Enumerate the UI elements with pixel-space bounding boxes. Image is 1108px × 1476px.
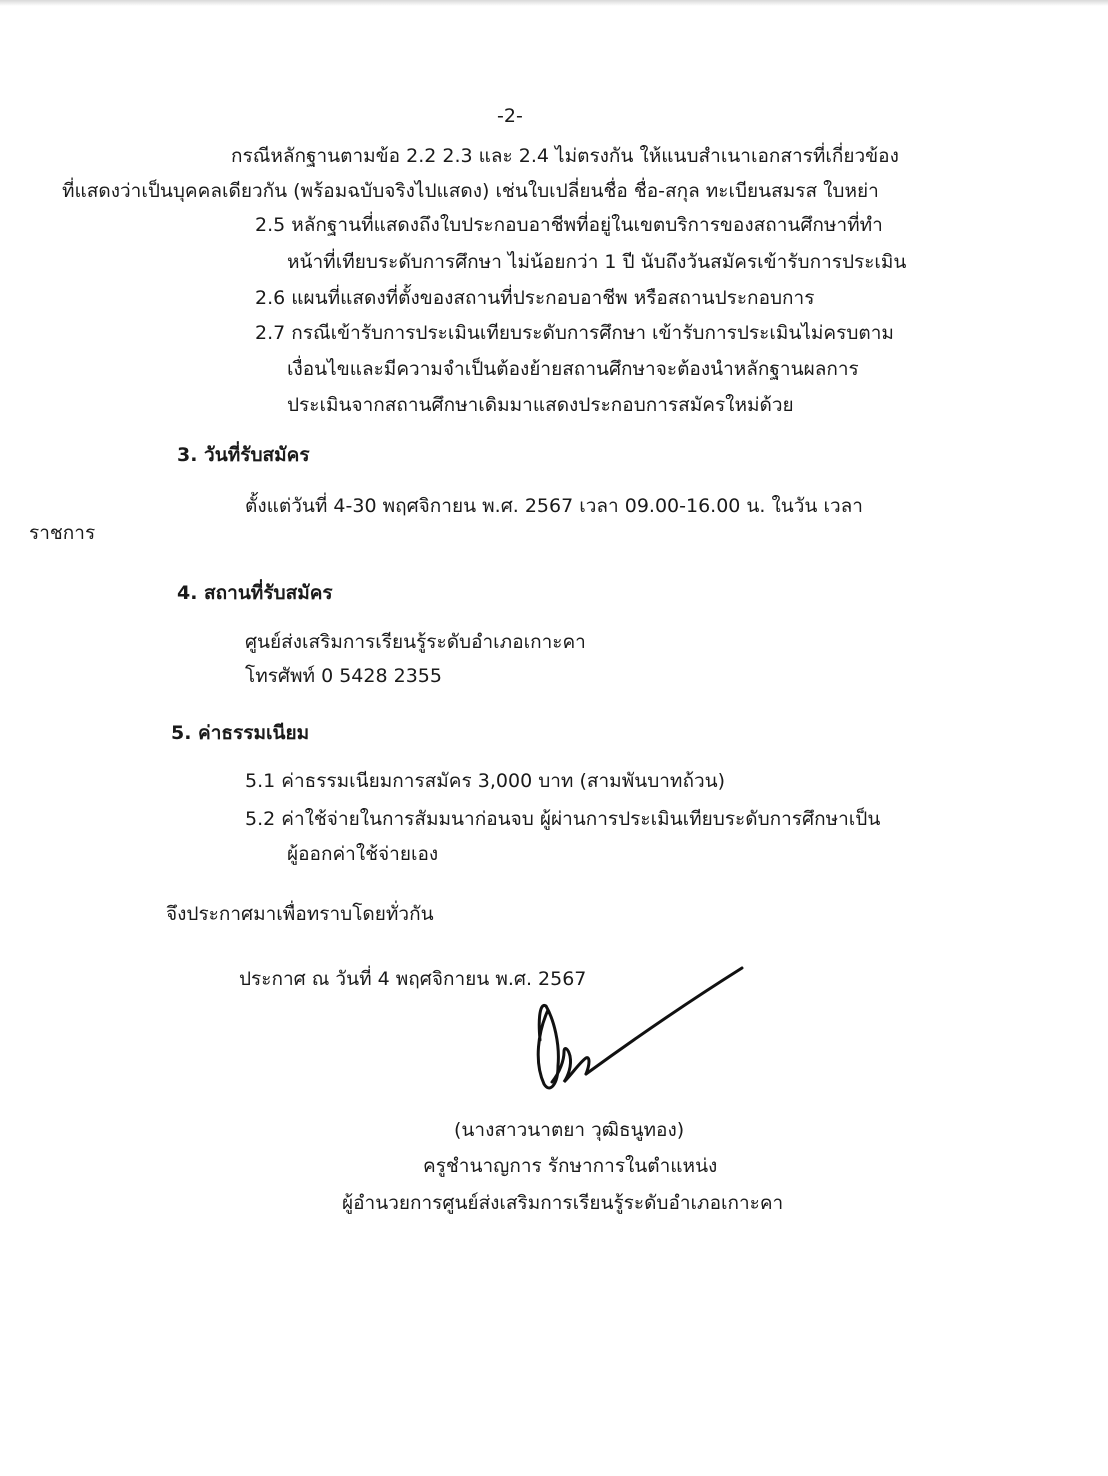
section-4-heading: 4. สถานที่รับสมัคร bbox=[177, 582, 333, 604]
item-2-7-line-1: 2.7 กรณีเข้ารับการประเมินเทียบระดับการศึกษา เข้ารับการประเมินไม่ครบตาม bbox=[255, 322, 894, 344]
item-2-6-line-1: 2.6 แผนที่แสดงที่ตั้งของสถานที่ประกอบอาชีพ หรือสถานประกอบการ bbox=[255, 287, 815, 309]
page-number: -2- bbox=[497, 105, 523, 127]
section-4-phone: โทรศัพท์ 0 5428 2355 bbox=[245, 665, 442, 687]
scan-top-edge bbox=[0, 0, 1108, 6]
closing-statement: จึงประกาศมาเพื่อทราบโดยทั่วกัน bbox=[166, 903, 434, 925]
item-2-7-line-2: เงื่อนไขและมีความจำเป็นต้องย้ายสถานศึกษาจะต้องนำหลักฐานผลการ bbox=[287, 358, 859, 380]
section-5-heading: 5. ค่าธรรมเนียม bbox=[171, 722, 310, 744]
intro-line-1: กรณีหลักฐานตามข้อ 2.2 2.3 และ 2.4 ไม่ตรงกัน ให้แนบสำเนาเอกสารที่เกี่ยวข้อง bbox=[231, 145, 899, 167]
section-5-item-2-line-2: ผู้ออกค่าใช้จ่ายเอง bbox=[287, 843, 439, 865]
signatory-position-1: ครูชำนาญการ รักษาการในตำแหน่ง bbox=[423, 1155, 718, 1177]
section-5-item-1: 5.1 ค่าธรรมเนียมการสมัคร 3,000 บาท (สามพันบาทถ้วน) bbox=[245, 770, 726, 792]
intro-line-2: ที่แสดงว่าเป็นบุคคลเดียวกัน (พร้อมฉบับจริงไปแสดง) เช่นใบเปลี่ยนชื่อ ชื่อ-สกุล ทะเบียนสมรส ใบหย่า bbox=[62, 180, 879, 202]
signature-image bbox=[520, 962, 750, 1102]
section-5-item-2-line-1: 5.2 ค่าใช้จ่ายในการสัมมนาก่อนจบ ผู้ผ่านการประเมินเทียบระดับการศึกษาเป็น bbox=[245, 808, 881, 830]
item-2-5-line-2: หน้าที่เทียบระดับการศึกษา ไม่น้อยกว่า 1 ปี นับถึงวันสมัครเข้ารับการประเมิน bbox=[287, 251, 907, 273]
item-2-5-line-1: 2.5 หลักฐานที่แสดงถึงใบประกอบอาชีพที่อยู่ในเขตบริการของสถานศึกษาที่ทำ bbox=[255, 214, 883, 236]
section-4-place: ศูนย์ส่งเสริมการเรียนรู้ระดับอำเภอเกาะคา bbox=[245, 631, 586, 653]
announcement-date: ประกาศ ณ วันที่ 4 พฤศจิกายน พ.ศ. 2567 bbox=[239, 968, 587, 990]
section-3-line-2: ราชการ bbox=[29, 522, 96, 544]
signatory-name: (นางสาวนาตยา วุฒิธนูทอง) bbox=[454, 1119, 685, 1141]
signatory-position-2: ผู้อำนวยการศูนย์ส่งเสริมการเรียนรู้ระดับอำเภอเกาะคา bbox=[342, 1192, 784, 1214]
section-3-heading: 3. วันที่รับสมัคร bbox=[177, 444, 310, 466]
section-3-line-1: ตั้งแต่วันที่ 4-30 พฤศจิกายน พ.ศ. 2567 เวลา 09.00-16.00 น. ในวัน เวลา bbox=[245, 495, 863, 517]
item-2-7-line-3: ประเมินจากสถานศึกษาเดิมมาแสดงประกอบการสมัครใหม่ด้วย bbox=[287, 394, 794, 416]
